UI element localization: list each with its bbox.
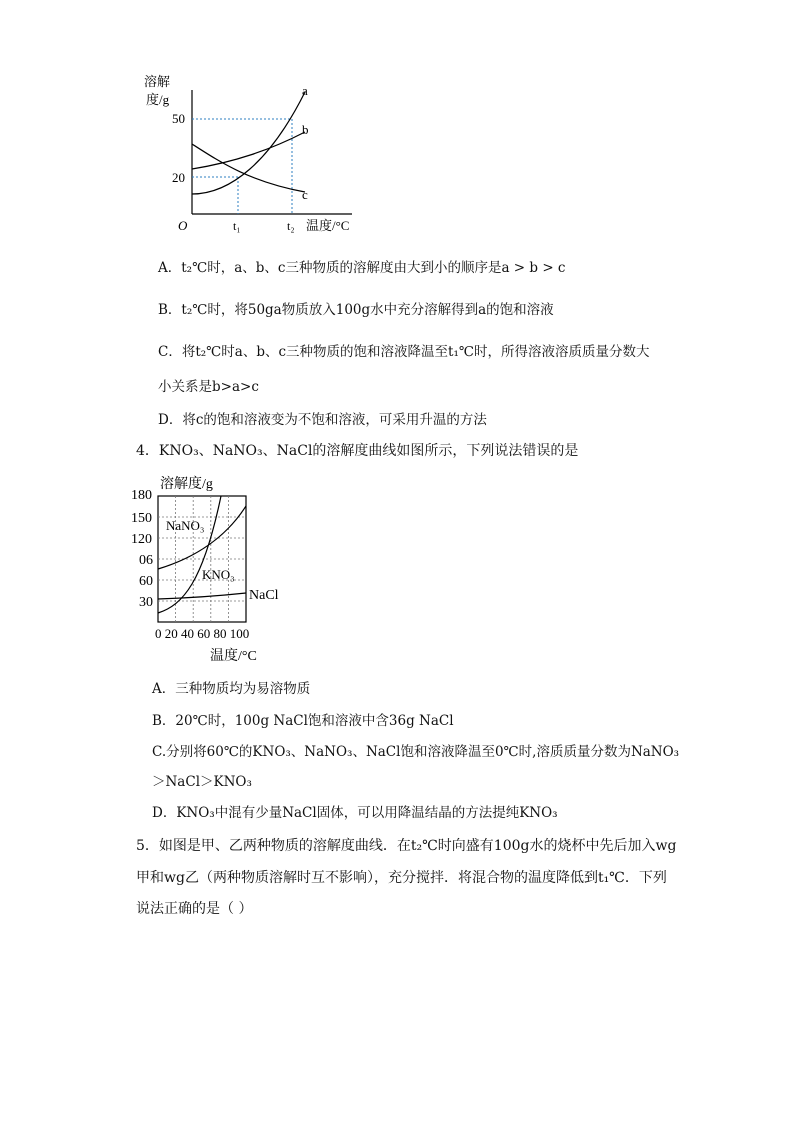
curve-kno3: [158, 496, 221, 613]
xtick-t2: t₂: [287, 219, 295, 233]
ytick-50: 50: [172, 111, 185, 126]
q3-option-c-line1: C．将t₂℃时a、b、c三种物质的饱和溶液降温至t₁℃时，所得溶液溶质质量分数大: [158, 344, 650, 360]
curve-c-label: c: [302, 187, 308, 202]
ylabel-line1: 溶解: [144, 74, 171, 89]
solubility-chart-salts: [128, 472, 298, 664]
label-nacl: NaCl: [249, 588, 279, 603]
curve-b: [192, 132, 305, 169]
ytick-60: 60: [139, 574, 153, 589]
ytick-180: 180: [131, 488, 152, 503]
ytick-30: 30: [139, 595, 153, 610]
label-kno3: KNO₃: [202, 567, 235, 582]
ylabel-line2: 度/g: [146, 92, 170, 107]
q4-option-d: D．KNO₃中混有少量NaCl固体，可以用降温结晶的方法提纯KNO₃: [152, 805, 558, 821]
ytick-150: 150: [131, 511, 152, 526]
q4-option-a: A．三种物质均为易溶物质: [152, 681, 311, 697]
curve-nacl: [158, 593, 246, 599]
q3-option-d: D．将c的饱和溶液变为不饱和溶液，可采用升温的方法: [158, 412, 487, 428]
curve-a-label: a: [302, 83, 308, 98]
origin-label: O: [178, 218, 188, 233]
q4-stem: 4．KNO₃、NaNO₃、NaCl的溶解度曲线如图所示，下列说法错误的是: [136, 443, 579, 459]
q3-option-b: B．t₂℃时，将50ga物质放入100g水中充分溶解得到a的饱和溶液: [158, 302, 554, 318]
ytick-120: 120: [131, 532, 152, 547]
solubility-chart-abc: [140, 72, 370, 237]
q4-option-b: B．20℃时，100g NaCl饱和溶液中含36g NaCl: [152, 713, 454, 729]
q5-line3: 说法正确的是（ ）: [136, 901, 253, 917]
xlabel: 温度/°C: [306, 218, 350, 233]
q3-option-c-line2: 小关系是b>a>c: [158, 379, 259, 395]
ylabel: 溶解度/g: [160, 477, 213, 492]
q5-line2: 甲和wg乙（两种物质溶解时互不影响），充分搅拌．将混合物的温度降低到t₁℃．下列: [136, 870, 667, 886]
curve-c: [192, 144, 305, 192]
q5-line1: 5．如图是甲、乙两种物质的溶解度曲线．在t₂℃时向盛有100g水的烧杯中先后加入wg: [136, 838, 677, 854]
q4-option-c-line2: ＞NaCl＞KNO₃: [152, 774, 252, 790]
curve-b-label: b: [302, 122, 309, 137]
xticks: 0 20 40 60 80 100: [155, 626, 250, 641]
xlabel: 温度/°C: [210, 649, 257, 664]
xtick-t1: t₁: [233, 219, 241, 233]
label-nano3: NaNO₃: [166, 518, 205, 533]
q3-option-a: A．t₂℃时，a、b、c三种物质的溶解度由大到小的顺序是a > b > c: [158, 260, 566, 276]
q4-option-c-line1: C.分别将60℃的KNO₃、NaNO₃、NaCl饱和溶液降温至0℃时,溶质质量分数为NaNO₃: [152, 744, 680, 760]
ytick-06: 06: [139, 553, 153, 568]
ytick-20: 20: [172, 170, 185, 185]
curve-a: [192, 92, 305, 194]
curve-nano3: [158, 506, 246, 569]
